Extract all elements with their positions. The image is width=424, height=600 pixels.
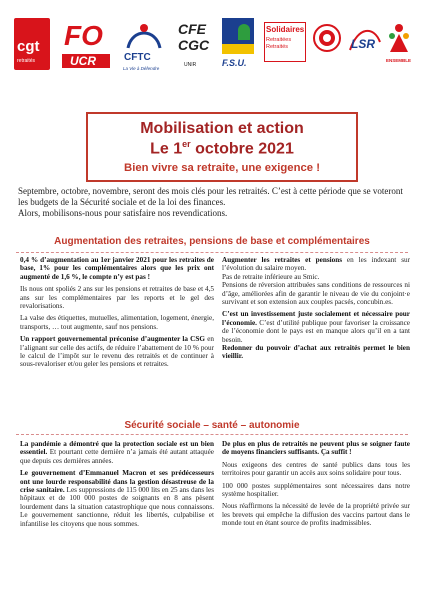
section-1-left-p3: La valse des étiquettes, mutuelles, alimentation, logement, énergie, transports, … tout augmente, sauf nos pensions. (20, 314, 214, 331)
solidaires-logo-sub: Retraitées Retraités (266, 37, 292, 50)
section-1-right-p3: Pensions de réversion attribuées sans conditions de ressources ni d’âge, améliorées afin de garantir le niveau de vie du conjoint·e survivant et son extension aux couples pacsés, concubin.es. (222, 281, 410, 307)
section-1-right-p5: Redonner du pouvoir d’achat aux retraités permet le bien vieillir. (222, 344, 410, 361)
section-2-left-p2: Le gouvernement d’Emmanuel Macron et ses prédécesseurs ont une lourde responsabilité dans la gestion désastreuse de la crise sanitaire. Les suppressions de 115 000 lits en 25 ans dans les hôpitaux et de 100 000 postes de soignants en 8 ans pèsent lourdement dans la situation catastrophique que nous connaissons. Le gouvernement sanctionne, réduit les libertés, culpabilise et infantilise les citoyens que nous sommes. (20, 469, 215, 528)
section-1-right-p2: Pas de retraite inférieure au Smic. (222, 272, 320, 281)
section-1-heading: Augmentation des retraites, pensions de base et complémentaires (54, 236, 370, 247)
section-1-left-p1: 0,4 % d’augmentation au 1er janvier 2021 pour les retraites de base, 1% pour les complémentaires alors que les prix ont augmenté de 1,6 %, le compte n’y est pas ! (20, 256, 214, 281)
section-2-right-p4: Nous réaffirmons la nécessité de levée de la propriété privée sur les brevets qui empêche la diffusion des vaccins partout dans le monde tout en étant source de profits inadmissibles. (222, 502, 410, 528)
cftc-logo-sub: La Vie à Défendre (123, 66, 160, 71)
fsu-yellow-band (222, 44, 254, 54)
ensemble-solidaires-emblem-icon (312, 22, 342, 58)
section-1-right-column (222, 256, 410, 365)
intro-text (18, 186, 410, 219)
intro-paragraph-2: Alors, mobilisons-nous pour satisfaire nos revendications. (18, 208, 228, 218)
fsu-logo-text: F.S.U. (222, 58, 247, 68)
date-title-pre: Le 1 (150, 140, 183, 158)
ensemble-logo-text: ENSEMBLE (386, 58, 412, 63)
union-logos-strip (14, 10, 412, 90)
fo-ucr-logo (62, 16, 110, 72)
ensemble-solidaires-logo (312, 22, 342, 58)
lsr-emblem-icon (348, 22, 382, 58)
solidaires-logo-text: Solidaires (266, 25, 305, 34)
ensemble-logo (386, 20, 412, 70)
title-box (86, 112, 358, 182)
main-title: Mobilisation et action (140, 120, 304, 137)
section-1-right-p4: C’est un investissement juste socialement et nécessaire pour l’économie. C’est d’utilité publique pour favoriser la croissance de l’économie dont le pays est en manque alors qu’il en a tant besoin. (222, 310, 410, 344)
section-1-left-p2: Ils nous ont spoliés 2 ans sur les pensions et retraites de base et 4,5 ans sur les complémentaires par les reports et le gel des revalorisations. (20, 285, 214, 311)
section-2-left-p1: La pandémie a démontré que la protection sociale est un bien essentiel. Et pourtant cette dernière n’a jamais été autant attaquée que depuis ces dernières années. (20, 440, 214, 465)
cfe-cgc-emblem-icon (174, 16, 214, 60)
section-1-left-p4: Un rapport gouvernemental préconise d’augmenter la CSG en l’alignant sur celle des actifs, de réduire l’abattement de 10 % pour le calcul de l’impôt sur le revenu des retraités et de continuer à sous-revaloriser et/ou geler les pensions et retraites. (20, 335, 214, 369)
section-1-left-column (20, 256, 214, 373)
cgt-logo (14, 18, 50, 70)
cfe-cgc-logo (174, 16, 214, 76)
cftc-logo (122, 16, 166, 76)
svg-text:LSR: LSR (351, 37, 375, 51)
cftc-emblem-icon (122, 20, 166, 50)
ensemble-emblem-icon (386, 20, 412, 56)
section-1-divider (16, 252, 408, 253)
intro-paragraph-1: Septembre, octobre, novembre, seront des mois clés pour les retraités. C’est à cette période que se voteront les budgets de la Sécurité sociale et de la loi des finances. (18, 186, 403, 207)
lsr-logo (348, 22, 382, 58)
date-title-post: octobre 2021 (190, 140, 294, 158)
ucr-logo-text: UCR (70, 54, 96, 68)
cgt-logo-text: cgt (17, 38, 40, 55)
subtitle: Bien vivre sa retraite, une exigence ! (124, 162, 320, 174)
section-2-left-column (20, 440, 214, 532)
cfe-cgc-logo-sub: UNIR (184, 62, 197, 68)
section-2-right-p1: De plus en plus de retraités ne peuvent plus se soigner faute de moyens financiers suffisants. Ça suffit ! (222, 440, 410, 457)
fsu-logo (220, 18, 256, 76)
date-title (88, 139, 356, 158)
cgt-logo-sub: retraités (17, 58, 36, 64)
svg-text:CFE: CFE (178, 21, 206, 37)
section-2-right-p3: 100 000 postes supplémentaires sont nécessaires dans notre système hospitalier. (222, 481, 410, 499)
cftc-logo-text: CFTC (124, 52, 151, 63)
fsu-green-mark (238, 24, 250, 40)
date-title-sup: er (182, 139, 191, 149)
fo-logo-text: FO (64, 20, 103, 51)
svg-text:CGC: CGC (178, 37, 210, 53)
section-2-divider (16, 434, 408, 435)
solidaires-logo (264, 22, 306, 62)
section-2-heading: Sécurité sociale – santé – autonomie (124, 420, 300, 431)
section-2-right-column (222, 440, 410, 532)
section-1-right-p1: Augmenter les retraites et pensions en les indexant sur l’évolution du salaire moyen. (222, 256, 410, 273)
section-2-right-p2: Nous exigeons des centres de santé publics dans tous les territoires pour garantir un accès aux soins solidaire pour tous. (222, 460, 410, 478)
